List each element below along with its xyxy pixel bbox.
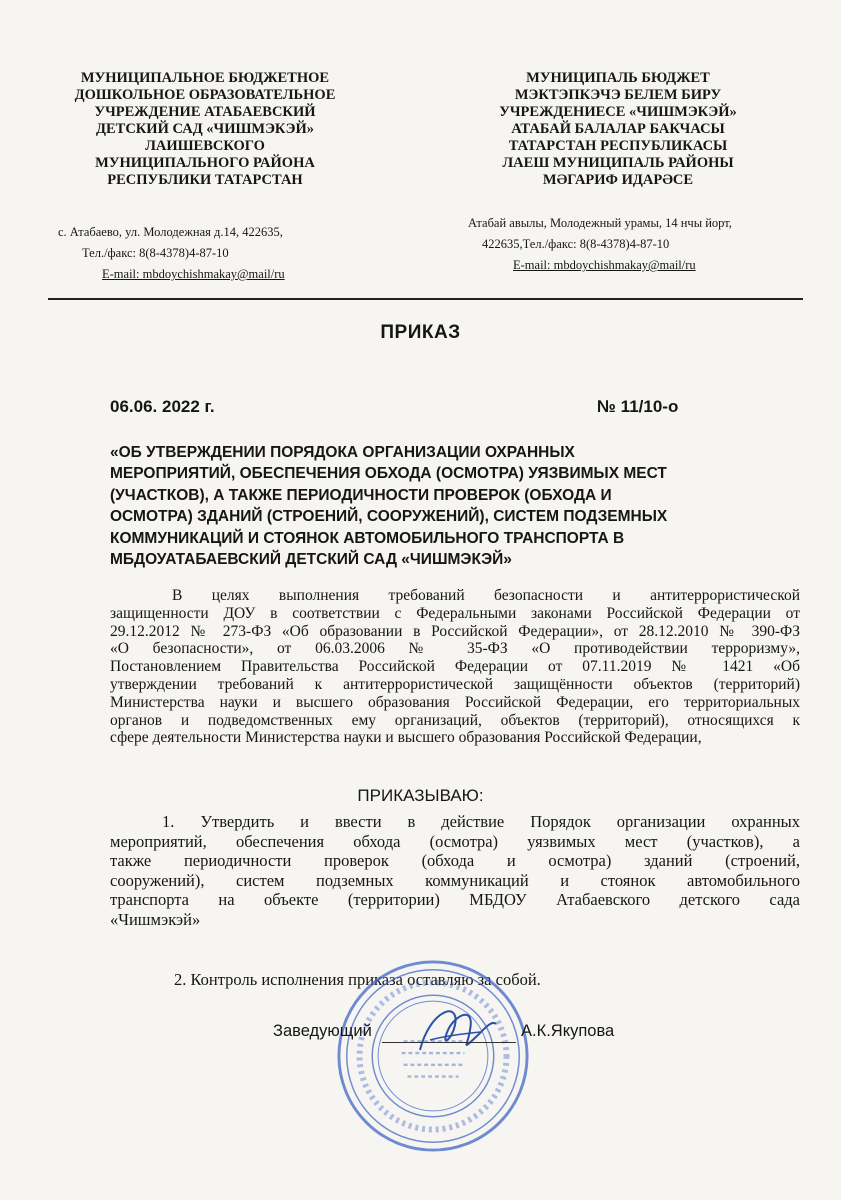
document-subject [110,442,800,570]
preamble-line: «О безопасности», от 06.03.2006 № 35-ФЗ «О противодействии терроризму», [110,640,800,658]
header-left-line: ДОШКОЛЬНОЕ ОБРАЗОВАТЕЛЬНОЕ [74,87,336,103]
header-left-line: УЧРЕЖДЕНИЕ АТАБАЕВСКИЙ [94,104,316,120]
subject-line: КОММУНИКАЦИЙ И СТОЯНОК АВТОМОБИЛЬНОГО ТРАНСПОРТА В [110,529,625,547]
header-divider [48,298,803,300]
header-left-line: РЕСПУБЛИКИ ТАТАРСТАН [107,172,303,188]
header-left-line: МУНИЦИПАЛЬНОЕ БЮДЖЕТНОЕ [80,70,330,86]
header-right-line: УЧРЕЖДЕНИЕСЕ «ЧИШМЭКЭЙ» [499,104,737,120]
phone-left: Тел./факс: 8(8-4378)4-87-10 [82,246,229,260]
document-number: № 11/10-о [597,397,679,416]
item1-line: также периодичности проверок (обхода и осмотра) зданий (строений, [110,851,800,871]
header-left-institution [55,70,355,189]
orders-heading: ПРИКАЗЫВАЮ: [357,786,484,805]
header-right-line: АТАБАЙ БАЛАЛАР БАКЧАСЫ [511,121,725,137]
item1-line: транспорта на объекте (территории) МБДОУ Атабаевского детского сада [110,890,800,910]
document-date: 06.06. 2022 г. [110,397,215,416]
subject-line: (УЧАСТКОВ), А ТАКЖЕ ПЕРИОДИЧНОСТИ ПРОВЕРОК (ОБХОДА И [110,486,612,504]
header-right-institution [458,70,778,189]
header-right-line: МӘГАРИФ ИДАРӘСЕ [542,172,694,188]
email-link-right[interactable]: E-mail: mbdoychishmakay@mail/ru [513,258,696,272]
header-right-line: ТАТАРСТАН РЕСПУБЛИКАСЫ [508,138,728,154]
header-left-line: ДЕТСКИЙ САД «ЧИШМЭКЭЙ» [96,121,314,137]
address-right: Атабай авылы, Молодежный урамы, 14 нчы йорт, [468,216,732,230]
email-link-left[interactable]: E-mail: mbdoychishmakay@mail/ru [102,267,285,281]
subject-line: ОСМОТРА) ЗДАНИЙ (СТРОЕНИЙ, СООРУЖЕНИЙ), СИСТЕМ ПОДЗЕМНЫХ [110,508,668,526]
contact-block-left [58,222,358,285]
preamble-line: защищенности ДОУ в соответствии с Федеральными законами Российской Федерации от [110,604,800,622]
preamble-line: сфере деятельности Министерства науки и высшего образования Российской Федерации, [110,729,702,747]
preamble-line: В целях выполнения требований безопасности и антитеррористической [172,587,800,604]
item1-line: сооружений), систем подземных коммуникаций и стоянок автомобильного [110,870,800,890]
item1-line: «Чишмэкэй» [110,909,201,929]
address-left: с. Атабаево, ул. Молодежная д.14, 422635, [58,225,283,239]
document-title: ПРИКАЗ [380,322,461,343]
preamble-line: Постановлением Правительства Российской Федерации от 07.11.2019 № 1421 «Об [110,658,800,676]
signature-line [382,1042,516,1043]
order-item-2: 2. Контроль исполнения приказа оставляю за собой. [174,970,541,989]
header-right-line: МЭКТЭПКЭЧЭ БЕЛЕМ БИРУ [514,87,722,103]
signer-name: А.К.Якупова [521,1022,615,1040]
header-right-line: ЛАЕШ МУНИЦИПАЛЬ РАЙОНЫ [502,155,734,171]
item1-line: мероприятий, обеспечения обхода (осмотра) уязвимых мест (участков), а [110,831,800,851]
phone-right: 422635,Тел./факс: 8(8-4378)4-87-10 [482,237,670,251]
order-item-1 [110,812,800,930]
header-left-line: ЛАИШЕВСКОГО [145,138,265,154]
header-right-line: МУНИЦИПАЛЬ БЮДЖЕТ [526,70,710,86]
signer-position: Заведующий [273,1022,372,1040]
preamble-line: Министерства науки и высшего образования Российской Федерации, его территориальных [110,693,800,711]
subject-line: МБДОУАТАБАЕВСКИЙ ДЕТСКИЙ САД «ЧИШМЭКЭЙ» [110,551,512,569]
preamble-line: органов и подведомственных ему организаций, объектов (территорий), относящихся к [110,711,800,729]
contact-block-right [468,213,788,276]
subject-line: МЕРОПРИЯТИЙ, ОБЕСПЕЧЕНИЯ ОБХОДА (ОСМОТРА) УЯЗВИМЫХ МЕСТ [110,465,667,483]
preamble-line: 29.12.2012 № 273-ФЗ «Об образовании в Российской Федерации», от 28.12.2010 № 390-ФЗ [110,622,800,640]
preamble-line: утверждении требований к антитеррористической защищённости объектов (территорий) [110,675,800,693]
handwritten-signature [400,990,510,1070]
subject-line: «ОБ УТВЕРЖДЕНИИ ПОРЯДОКА ОРГАНИЗАЦИИ ОХРАННЫХ [110,444,575,461]
preamble-paragraph [110,587,800,747]
header-left-line: МУНИЦИПАЛЬНОГО РАЙОНА [95,155,315,171]
item1-line: 1. Утвердить и ввести в действие Порядок организации охранных [162,812,800,831]
